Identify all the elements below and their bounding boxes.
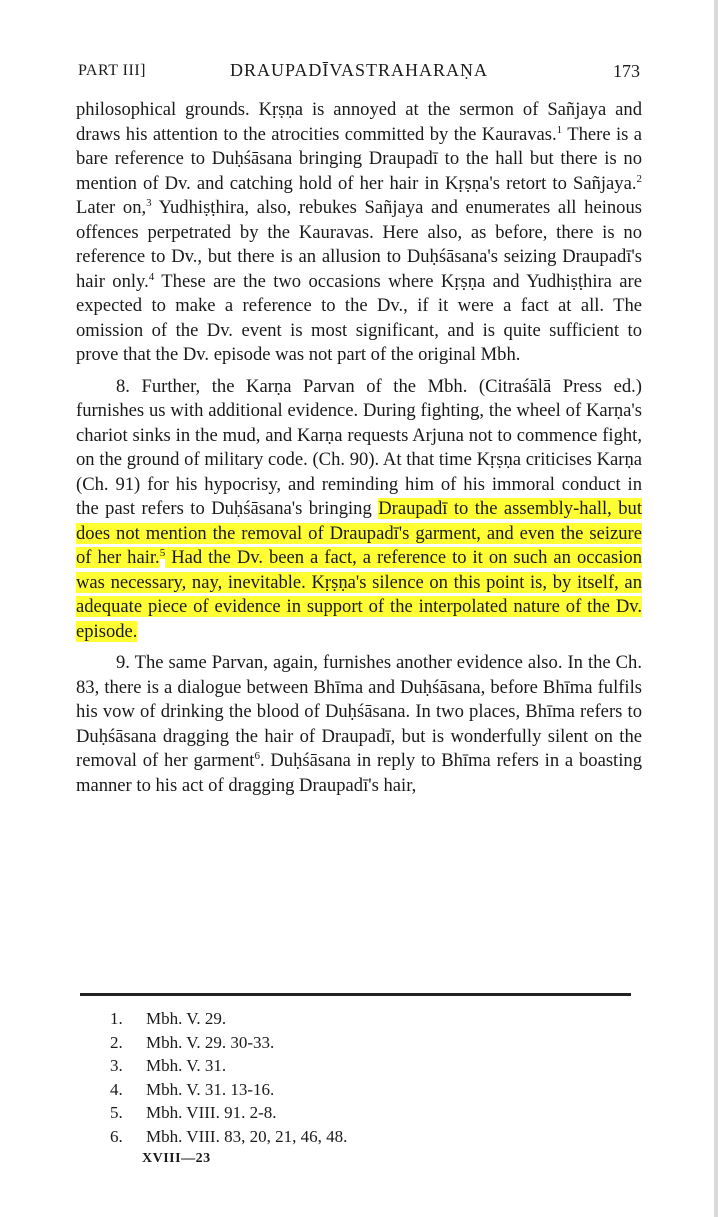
body-text [76,98,642,798]
footnote-ref-1[interactable]: 1 [556,123,563,136]
paragraph-1 [76,98,642,368]
footnote-6: 6. Mbh. VIII. 83, 20, 21, 46, 48. [110,1126,348,1146]
paragraph-2 [76,375,642,645]
footnote-2: 2. Mbh. V. 29. 30-33. [110,1032,275,1052]
paragraph-1-text-e: These are the two occasions where Kṛṣṇa and Yudhiṣṭhira are expected to make a reference to the Dv., if it were a fact at all. The omission of the Dv. event is most significant, and is quite sufficient to prove that the Dv. episode was not part of the original Mbh. [76,270,642,365]
paragraph-1-text-b: There is a bare reference to Duḥśāsana bringing Draupadī to the hall but there is no mention of Dv. and catching hold of her hair in Kṛṣṇa's retort to Sañjaya. [76,123,643,194]
paragraph-1-text-c: Later on, [76,197,147,218]
header-title: DRAUPADĪVASTRAHARAṆA [230,60,489,80]
highlighted-text-a[interactable]: Draupadī to the assembly-hall, but does not mention the removal of Draupadī's garment, and even the seizure of her hair. [76,498,643,568]
signature-mark: XVIII—23 [142,1151,211,1166]
footnote-5: 5. Mbh. VIII. 91. 2-8. [110,1103,277,1122]
header-part: PART III] [78,62,146,79]
paragraph-1-text-d: Yudhiṣṭhira, also, rebukes Sañjaya and enumerates all heinous offences perpetrated by the Kauravas. Here also, as before, there is no reference to Dv., but there is an allusion to Duḥśāsana's seizing Draupadī's hair only. [76,197,642,292]
footnote-ref-4[interactable]: 4 [148,270,155,283]
paragraph-3-text-a: 9. The same Parvan, again, furnishes another evidence also. In the Ch. 83, there is a dialogue between Bhīma and Duḥśāsana, before Bhīma fulfils his vow of drinking the blood of Duḥśāsana. In two places, Bhīma refers to Duḥśāsana dragging the hair of Draupadī, but is wonderfully silent on the removal of her garment [76,652,642,771]
page-edge [714,0,718,1217]
page-number: 173 [613,61,640,81]
footnote-3: 3. Mbh. V. 31. [110,1056,227,1075]
footnote-1: 1. Mbh. V. 29. [110,1009,227,1028]
footnote-ref-6[interactable]: 6 [254,749,260,762]
paragraph-2-text: 8. Further, the Karṇa Parvan of the Mbh. (Citraśālā Press ed.) furnishes us with additional evidence. During fighting, the wheel of Karṇa's chariot sinks in the mud, and Karṇa requests Arjuna not to commence fight, on the ground of military code. (Ch. 90). At that time Kṛṣṇa criticises Karṇa (Ch. 91) for his hypocrisy, and reminding him of his immoral conduct in the past refers to Duḥśāsana's bringing [76,375,642,519]
paragraph-1-text-a: philosophical grounds. Kṛṣṇa is annoyed at the sermon of Sañjaya and draws his attention to the atrocities committed by the Kauravas. [76,99,642,145]
running-header [78,60,640,86]
paragraph-3-text-b: . Duḥśāsana in reply to Bhīma refers in a boasting manner to his act of dragging Draupadī's hair, [76,750,642,796]
footnote-ref-2[interactable]: 2 [636,172,642,185]
footnote-4: 4. Mbh. V. 31. 13-16. [110,1079,275,1099]
footnote-ref-3[interactable]: 3 [146,196,152,209]
highlighted-text-b[interactable]: Had the Dv. been a fact, a reference to it on such an occasion was necessary, nay, inevitable. Kṛṣṇa's silence on this point is, by itself, an adequate piece of evidence in support of the interpolated nature of the Dv. episode. [76,547,643,642]
footnote-ref-5[interactable]: 5 [159,546,166,559]
footnote-divider [80,993,631,996]
footnotes [110,1007,510,1170]
paragraph-3 [76,651,642,798]
